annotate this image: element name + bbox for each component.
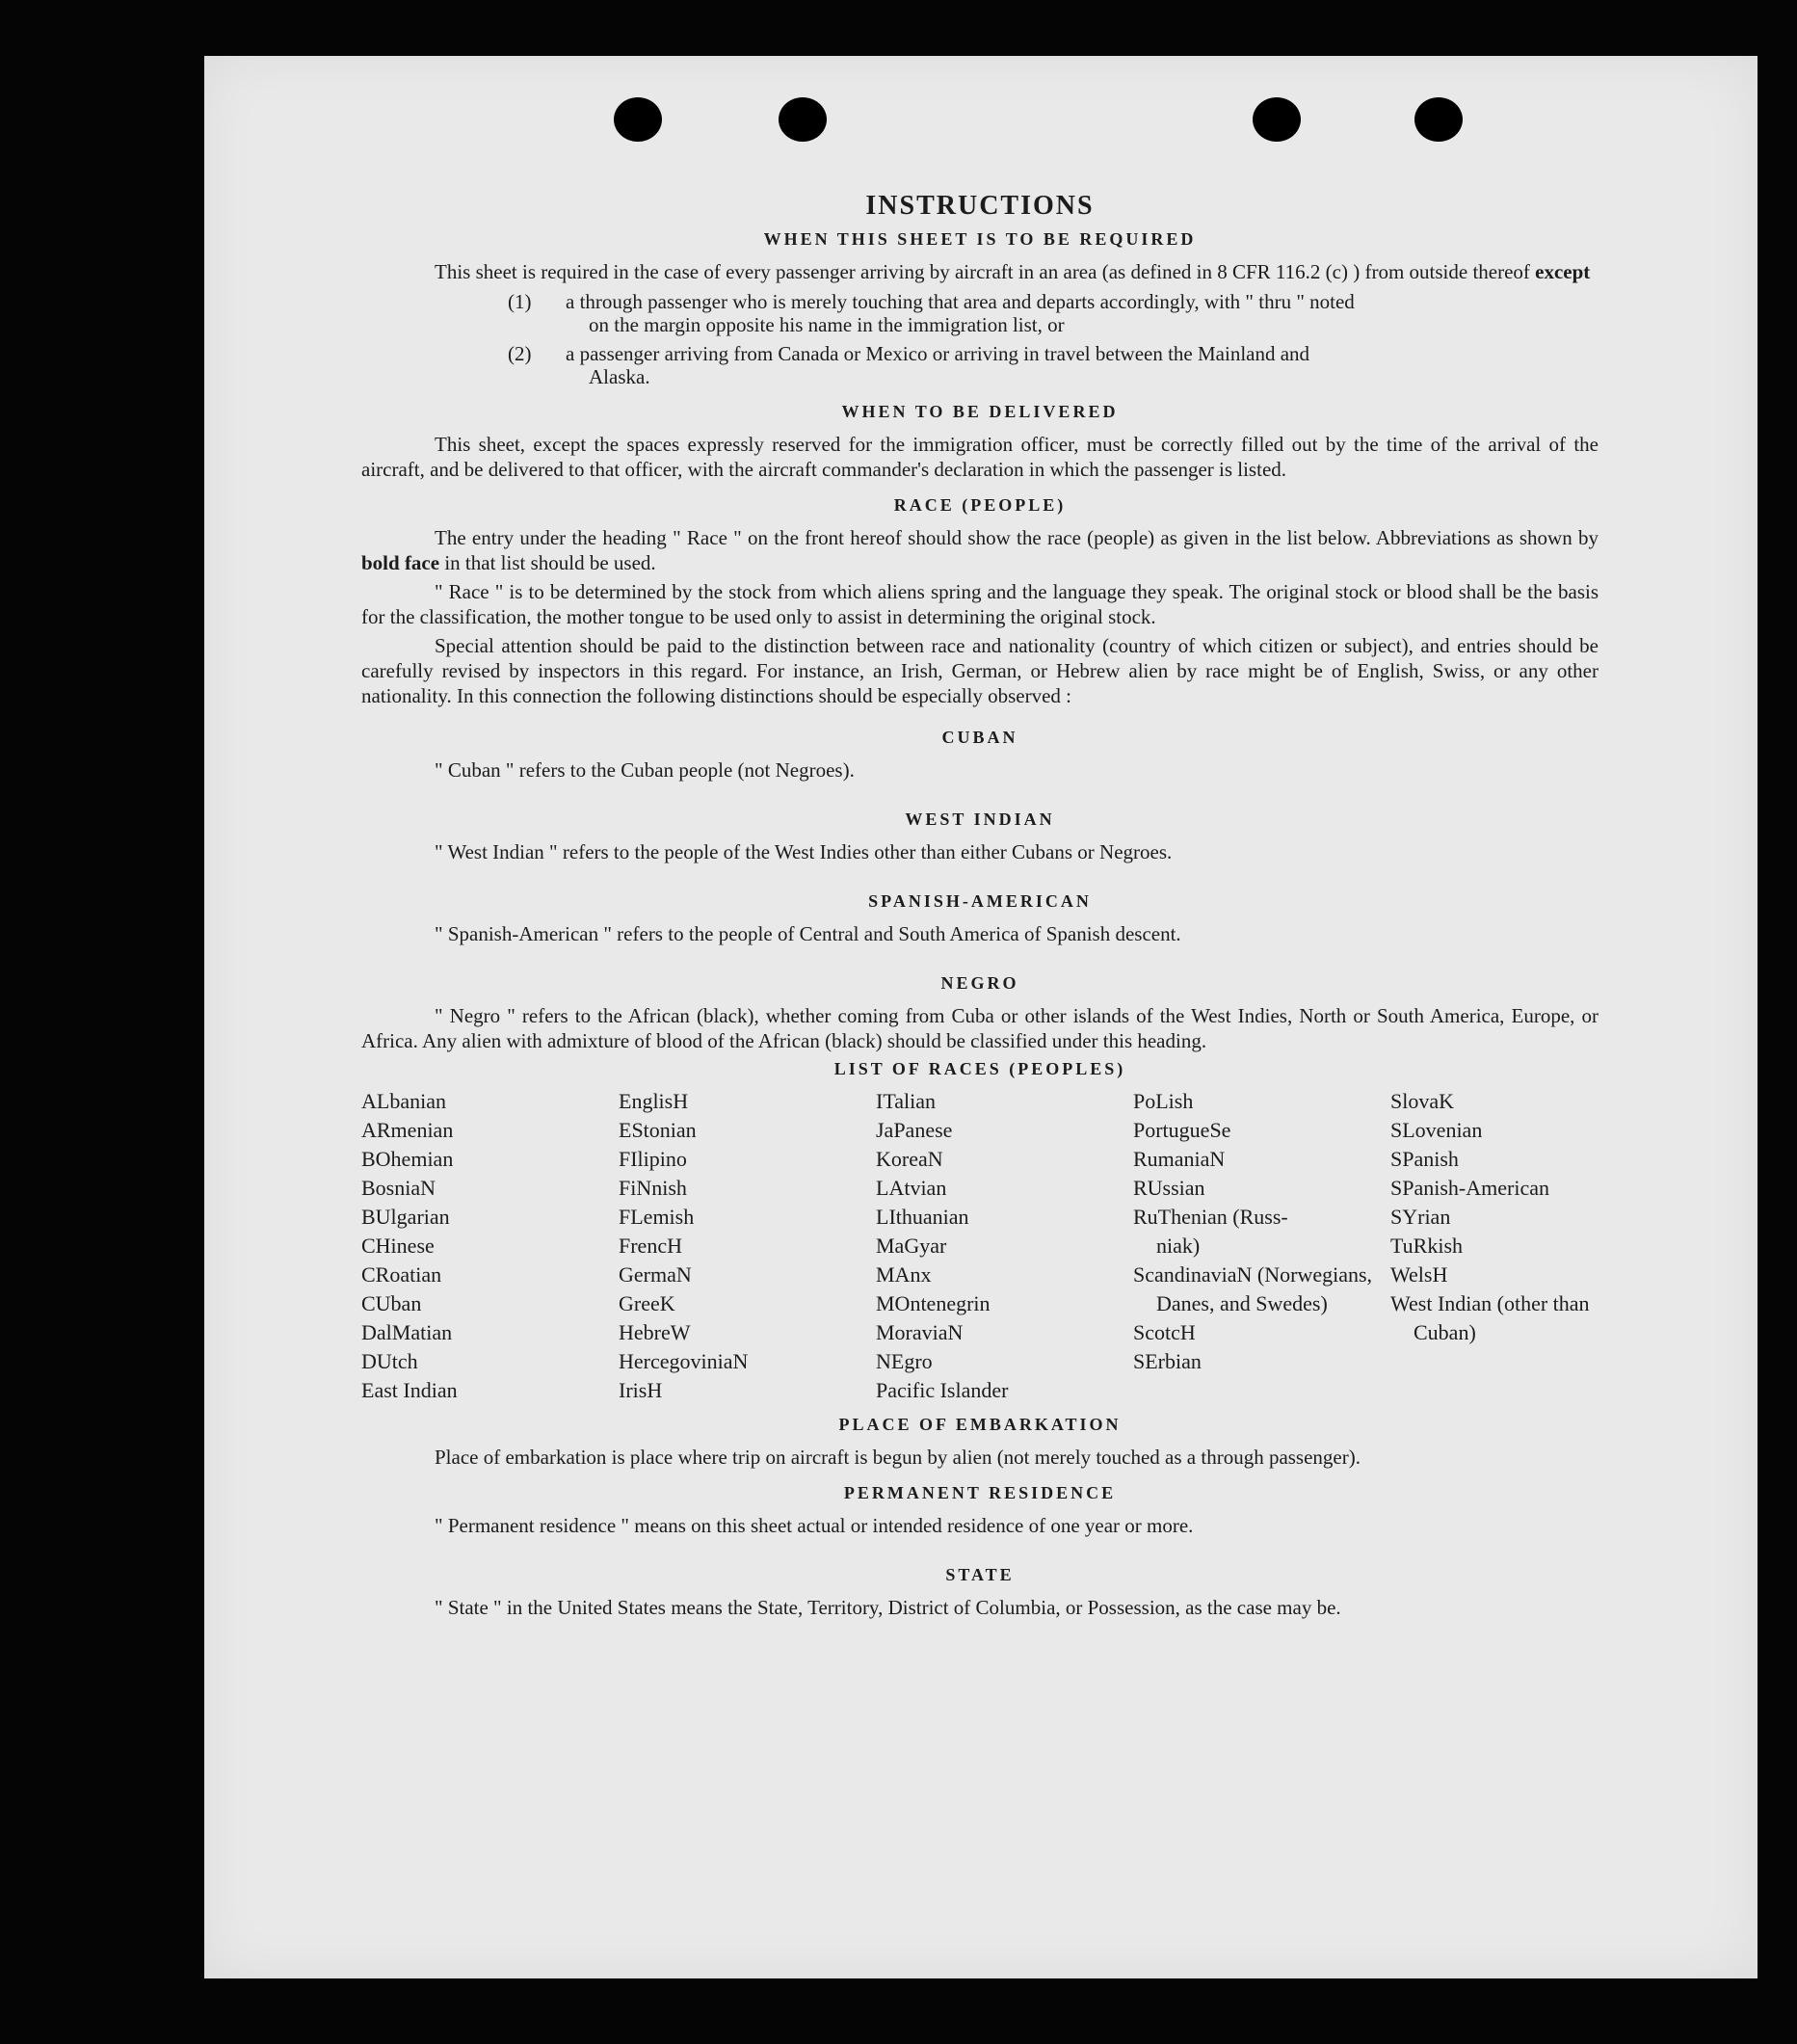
residence-text: " Permanent residence " means on this sheet actual or intended residence of one year or more. (435, 1514, 1194, 1537)
list-item: ScotcH (1133, 1320, 1196, 1344)
list-item: EStonian (619, 1118, 697, 1142)
heading-cuban: CUBAN (941, 728, 1018, 747)
list-item: MaGyar (876, 1234, 947, 1258)
list-item: CUban (361, 1291, 422, 1315)
list-item: SLovenian (1390, 1118, 1483, 1142)
spanish-american-text: " Spanish-American " refers to the people of Central and South America of Spanish descent. (435, 922, 1181, 945)
list-item: GermaN (619, 1262, 692, 1287)
list-item: SlovaK (1390, 1089, 1454, 1113)
west-indian-text: " West Indian " refers to the people of the West Indies other than either Cubans or Negroes. (435, 840, 1173, 863)
list-item: ITalian (876, 1089, 936, 1113)
list-item: WelsH (1390, 1262, 1448, 1287)
list-item: FrencH (619, 1234, 682, 1258)
heading-required: WHEN THIS SHEET IS TO BE REQUIRED (763, 229, 1197, 249)
heading-spanish-american: SPANISH-AMERICAN (868, 891, 1092, 911)
list-item: FIlipino (619, 1147, 687, 1171)
list-item: PortugueSe (1133, 1118, 1231, 1142)
negro-text: " Negro " refers to the African (black), whether coming from Cuba or other islands of the West Indies, North or South America, Europe, or Africa. Any alien with admixture of blood of the African (black) should be classified under this heading. (361, 1004, 1599, 1052)
heading-delivered: WHEN TO BE DELIVERED (841, 402, 1119, 421)
state-text: " State " in the United States means the State, Territory, District of Columbia, or Possession, as the case may be. (435, 1596, 1341, 1619)
punch-hole (614, 97, 662, 142)
list-item: BUlgarian (361, 1205, 450, 1229)
list-item: RumaniaN (1133, 1147, 1226, 1171)
delivered-text: This sheet, except the spaces expressly reserved for the immigration officer, must be correctly filled out by the time of the arrival of the aircraft, and be delivered to that officer, with the aircraft commander's declaration in which the passenger is listed. (361, 433, 1599, 481)
list-item: SPanish (1390, 1147, 1459, 1171)
list-item: HercegoviniaN (619, 1349, 749, 1373)
list-item: ALbanian (361, 1089, 446, 1113)
race-paragraph-3: Special attention should be paid to the distinction between race and nationality (country of which citizen or subject), and entries should be carefully revised by inspectors in this regard. For instance, an Irish, German, or Hebrew alien by race might be of English, Swiss, or any other nationality. In this connection the following distinctions should be especially observed : (361, 634, 1599, 707)
list-item: ARmenian (361, 1118, 454, 1142)
list-item: niak) (1156, 1234, 1201, 1258)
heading-west-indian: WEST INDIAN (905, 810, 1055, 829)
list-item: FLemish (619, 1205, 695, 1229)
exception-2: (2) a passenger arriving from Canada or Mexico or arriving in travel between the Mainland and Alaska. (508, 342, 1310, 388)
punch-hole (1253, 97, 1301, 142)
heading-negro: NEGRO (940, 973, 1019, 993)
instructions-content (361, 191, 1599, 1620)
races-column-4 (1133, 1087, 1390, 1405)
list-item: LAtvian (876, 1176, 947, 1200)
heading-list-of-races: LIST OF RACES (PEOPLES) (833, 1059, 1126, 1078)
list-item: East Indian (361, 1378, 458, 1402)
list-item: GreeK (619, 1291, 675, 1315)
list-item: MAnx (876, 1262, 932, 1287)
races-column-2 (619, 1087, 876, 1405)
list-item: West Indian (other than Cuban) (1390, 1291, 1590, 1344)
punch-hole (779, 97, 827, 142)
list-item: PoLish (1133, 1089, 1194, 1113)
list-item: ScandinaviaN (Norwegians, Danes, and Swedes) (1133, 1262, 1373, 1315)
list-item: DUtch (361, 1349, 418, 1373)
list-item: RUssian (1133, 1176, 1205, 1200)
list-item: CHinese (361, 1234, 435, 1258)
list-item: CRoatian (361, 1262, 442, 1287)
list-item: FiNnish (619, 1176, 687, 1200)
list-item: NEgro (876, 1349, 933, 1373)
list-item: RuThenian (Russ- (1133, 1205, 1288, 1229)
list-item: BosniaN (361, 1176, 436, 1200)
heading-residence: PERMANENT RESIDENCE (843, 1483, 1117, 1502)
list-item: BOhemian (361, 1147, 454, 1171)
exception-1: (1) a through passenger who is merely touching that area and departs accordingly, with " thru " noted on the margin opposite his name in the immigration list, or (508, 290, 1355, 336)
list-item: SPanish-American (1390, 1176, 1549, 1200)
heading-race: RACE (PEOPLE) (893, 495, 1067, 515)
list-item: DalMatian (361, 1320, 453, 1344)
race-paragraph-1: The entry under the heading " Race " on the front hereof should show the race (people) as given in the list below. Abbreviations as shown by bold face in that list should be used. (361, 526, 1599, 574)
races-column-5 (1390, 1087, 1648, 1405)
page-title: INSTRUCTIONS (865, 191, 1095, 221)
heading-embarkation: PLACE OF EMBARKATION (838, 1415, 1122, 1434)
list-item: SErbian (1133, 1349, 1202, 1373)
list-item: TuRkish (1390, 1234, 1464, 1258)
required-intro: This sheet is required in the case of every passenger arriving by aircraft in an area (as defined in 8 CFR 116.2 (c) ) from outside thereof except (435, 260, 1591, 283)
cuban-text: " Cuban " refers to the Cuban people (not Negroes). (435, 758, 855, 782)
list-item: IrisH (619, 1378, 663, 1402)
list-item: LIthuanian (876, 1205, 969, 1229)
list-item: HebreW (619, 1320, 691, 1344)
document-sheet (204, 56, 1757, 1978)
embarkation-text: Place of embarkation is place where trip on aircraft is begun by alien (not merely touched as a through passenger). (435, 1446, 1361, 1469)
list-item: MOntenegrin (876, 1291, 991, 1315)
races-column-3 (876, 1087, 1133, 1405)
race-paragraph-2: " Race " is to be determined by the stock from which aliens spring and the language they speak. The original stock or blood shall be the basis for the classification, the mother tongue to be used only to assist in determining the original stock. (361, 580, 1599, 628)
list-item: KoreaN (876, 1147, 943, 1171)
races-column-1 (361, 1087, 619, 1405)
heading-state: STATE (945, 1565, 1015, 1584)
list-item: JaPanese (876, 1118, 953, 1142)
list-item: Pacific Islander (876, 1378, 1009, 1402)
list-item: EnglisH (619, 1089, 689, 1113)
punch-hole (1414, 97, 1463, 142)
list-item: SYrian (1390, 1205, 1451, 1229)
list-item: MoraviaN (876, 1320, 964, 1344)
list-of-races (361, 1087, 1599, 1405)
